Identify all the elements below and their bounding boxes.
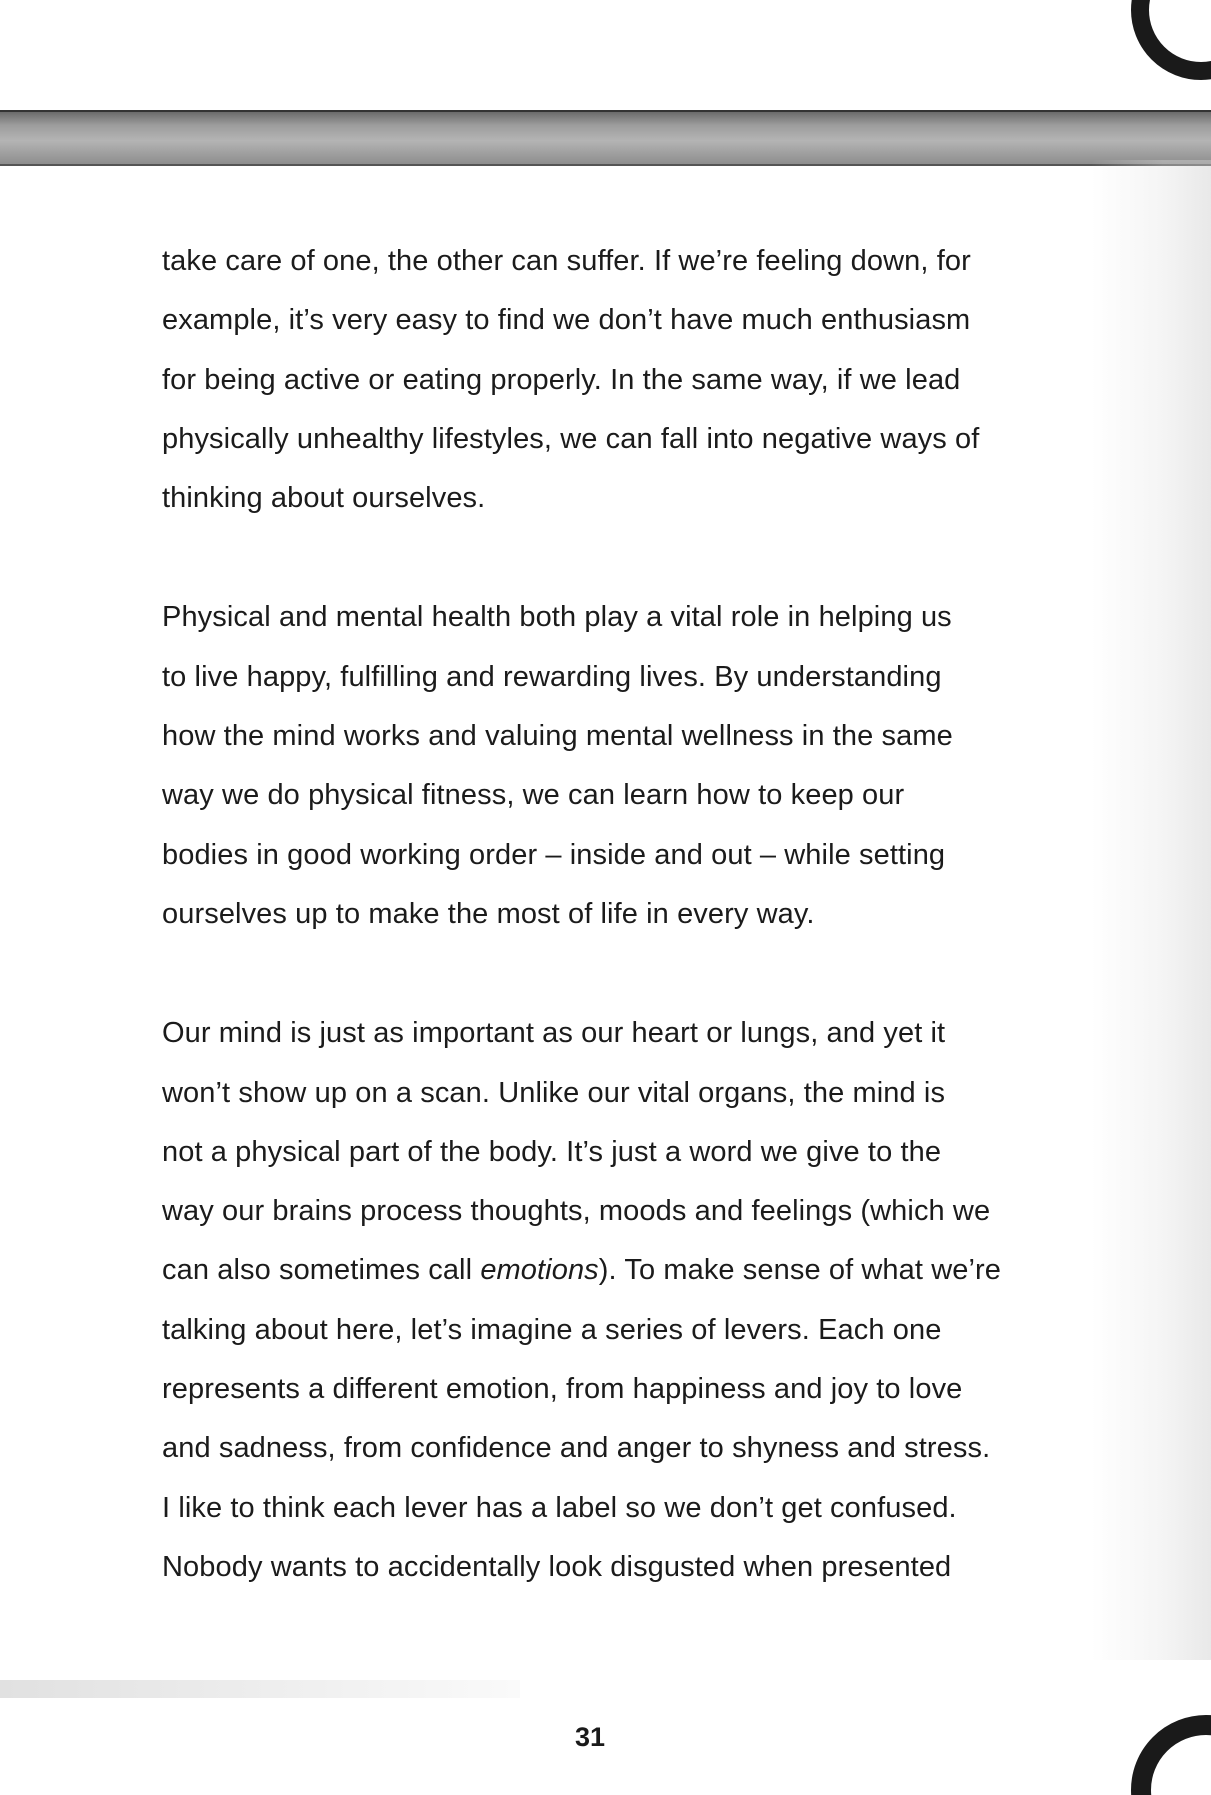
text-line: won’t show up on a scan. Unlike our vital organs, the mind is	[162, 1076, 946, 1109]
paragraph-2	[162, 588, 1042, 944]
text-line: and sadness, from confidence and anger to shyness and stress.	[162, 1432, 991, 1465]
text-line: bodies in good working order – inside and out – while setting	[162, 838, 946, 871]
text-segment: ). To make sense of what we’re	[598, 1254, 1001, 1287]
body-text	[162, 232, 1042, 1657]
text-line: not a physical part of the body. It’s just a word we give to the	[162, 1135, 942, 1168]
page-number: 31	[574, 1722, 606, 1752]
text-line: example, it’s very easy to find we don’t have much enthusiasm	[162, 304, 971, 337]
text-line: I like to think each lever has a label so we don’t get confused.	[162, 1491, 957, 1524]
text-line: how the mind works and valuing mental wellness in the same	[162, 720, 953, 753]
text-line-with-emphasis	[162, 1241, 1042, 1300]
text-line: way we do physical fitness, we can learn how to keep our	[162, 779, 905, 812]
text-line: represents a different emotion, from happiness and joy to love	[162, 1373, 963, 1406]
text-line: Physical and mental health both play a vital role in helping us	[162, 601, 952, 634]
emphasis-emotions: emotions	[480, 1254, 599, 1287]
paragraph-3	[162, 1004, 1042, 1597]
text-line: physically unhealthy lifestyles, we can fall into negative ways of	[162, 422, 980, 455]
text-line: talking about here, let’s imagine a series of levers. Each one	[162, 1313, 942, 1346]
top-gray-band	[0, 110, 1211, 166]
bottom-scan-streak	[0, 1680, 520, 1698]
text-line: for being active or eating properly. In the same way, if we lead	[162, 363, 961, 396]
text-line: way our brains process thoughts, moods and feelings (which we	[162, 1195, 991, 1228]
text-line: take care of one, the other can suffer. If we’re feeling down, for	[162, 245, 971, 277]
text-line: Nobody wants to accidentally look disgusted when presented	[162, 1550, 952, 1583]
right-edge-shadow	[1091, 160, 1211, 1660]
top-right-corner-edge	[1131, 0, 1211, 80]
paragraph-1	[162, 232, 1042, 528]
text-line: ourselves up to make the most of life in every way.	[162, 897, 815, 930]
text-line: to live happy, fulfilling and rewarding lives. By understanding	[162, 660, 942, 693]
text-line: Our mind is just as important as our heart or lungs, and yet it	[162, 1017, 946, 1050]
text-segment: can also sometimes call	[162, 1254, 481, 1287]
text-line: thinking about ourselves.	[162, 482, 486, 515]
